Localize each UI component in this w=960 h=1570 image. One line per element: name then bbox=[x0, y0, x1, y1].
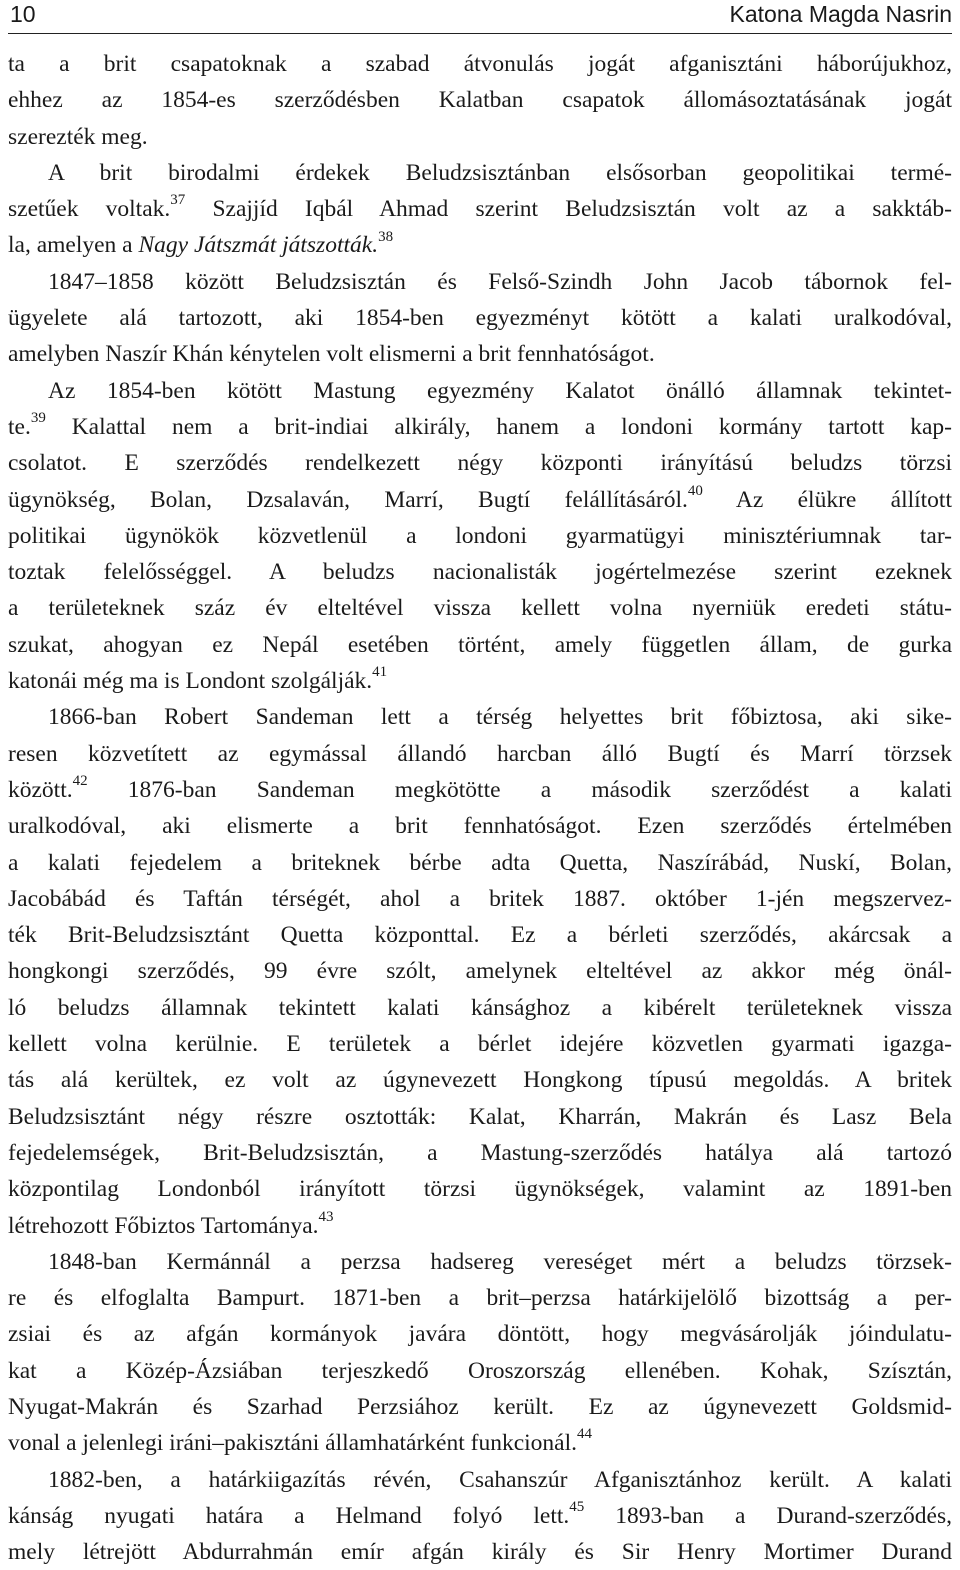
text-line: zsiai és az afgán kormányok javára döntött, hogy megvásárolják jóindulatu- bbox=[8, 1321, 952, 1348]
text-line: A brit birodalmi érdekek Beludzsisztánban elsősorban geopolitikai termé- bbox=[48, 159, 952, 186]
text-line: ügyelete alá tartozott, aki 1854-ben egyezményt kötött a kalati uralkodóval, bbox=[8, 305, 952, 332]
text-line: szukat, ahogyan ez Nepál esetében történt, amely független állam, de gurka bbox=[8, 631, 952, 658]
footnote-ref[interactable]: 39 bbox=[30, 410, 46, 427]
text-line: létrehozott Főbiztos Tartománya.$^{43}$ bbox=[8, 1208, 334, 1239]
text-line: szetűek voltak.$^{37}$ Szajjíd Iqbál Ahmad szerint Beludzsisztán volt az a sakktáb- bbox=[8, 192, 952, 223]
text-line: kat a Közép-Ázsiában terjeszkedő Oroszország ellenében. Kohak, Szísztán, bbox=[8, 1357, 952, 1384]
text-line: Jacobábád és Taftán térségét, ahol a britek 1887. október 1-jén megszervez- bbox=[8, 885, 952, 912]
text-line: a kalati fejedelem a briteknek bérbe adta Quetta, Naszírábád, Nuskí, Bolan, bbox=[8, 849, 952, 876]
text-line: ehhez az 1854-es szerződésben Kalatban csapatok állomásoztatásának jogát bbox=[8, 87, 952, 114]
footnote-ref[interactable]: 44 bbox=[577, 1426, 593, 1443]
text-line: tás alá kerültek, ez volt az úgynevezett Hongkong típusú megoldás. A britek bbox=[8, 1067, 952, 1094]
text-line: katonái még ma is Londont szolgálják.$^{41}$ bbox=[8, 664, 388, 695]
text-line: központilag Londonból irányított törzsi ügynökségek, valamint az 1891-ben bbox=[8, 1176, 952, 1203]
footnote-ref[interactable]: 45 bbox=[569, 1499, 585, 1516]
page-number: 10 bbox=[10, 1, 36, 27]
text-line: amelyben Naszír Khán kénytelen volt elismerni a brit fennhatóságot. bbox=[8, 341, 655, 368]
text-line: vonal a jelenlegi iráni–pakisztáni államhatárként funkcionál.$^{44}$ bbox=[8, 1426, 593, 1457]
text-line: 1866-ban Robert Sandeman lett a térség helyettes brit főbiztosa, aki sike- bbox=[48, 704, 952, 731]
text-line: uralkodóval, aki elismerte a brit fennhatóságot. Ezen szerződés értelmében bbox=[8, 813, 952, 840]
text-line: re és elfoglalta Bampurt. 1871-ben a brit–perzsa határkijelölő bizottság a per- bbox=[8, 1285, 952, 1312]
text-line: Beludzsisztánt négy részre osztották: Kalat, Kharrán, Makrán és Lasz Bela bbox=[8, 1103, 952, 1130]
text-line: ta a brit csapatoknak a szabad átvonulás jogát afganisztáni háborújukhoz, bbox=[8, 51, 952, 77]
footnote-ref[interactable]: 42 bbox=[72, 773, 88, 790]
footnote-ref[interactable]: 40 bbox=[687, 482, 703, 499]
text-line: toztak felelősséggel. A beludzs nacionalisták jogértelmezése szerint ezeknek bbox=[8, 559, 952, 586]
text-line: ügynökség, Bolan, Dzsalaván, Marrí, Bugtí felállításáról.$^{40}$ Az élükre állított bbox=[8, 482, 952, 513]
text-line: ték Brit-Beludzsisztánt Quetta központtal. Ez a bérleti szerződés, akárcsak a bbox=[8, 922, 952, 949]
footnote-ref[interactable]: 38 bbox=[378, 228, 394, 245]
text-line: Az 1854-ben kötött Mastung egyezmény Kalatot önálló államnak tekintet- bbox=[48, 377, 952, 404]
text-line: között.$^{42}$ 1876-ban Sandeman megkötötte a második szerződést a kalati bbox=[8, 773, 952, 803]
text-line: ló beludzs államnak tekintett kalati kánsághoz a kibérelt területeknek vissza bbox=[8, 994, 952, 1021]
footnote-ref[interactable]: 37 bbox=[170, 192, 186, 209]
running-header bbox=[8, 0, 952, 34]
text-line: hongkongi szerződés, 99 évre szólt, amelynek elteltével az akkor még önál- bbox=[8, 958, 952, 985]
body-text bbox=[8, 46, 952, 1570]
text-line: 1882-ben, a határkiigazítás révén, Csahanszúr Afganisztánhoz került. A kalati bbox=[48, 1466, 952, 1493]
text-line: kellett volna kerülnie. E területek a bérlet idejére közvetlen gyarmati igazga- bbox=[8, 1031, 952, 1058]
text-line: csolatot. E szerződés rendelkezett négy központi irányítású beludzs törzsi bbox=[8, 450, 952, 477]
text-line: te.$^{39}$ Kalattal nem a brit-indiai alkirály, hanem a londoni kormány tartott kap- bbox=[8, 410, 952, 440]
footnote-ref[interactable]: 43 bbox=[318, 1208, 334, 1225]
footnote-ref[interactable]: 41 bbox=[372, 664, 388, 681]
text-line: resen közvetített az egymással állandó harcban álló Bugtí és Marrí törzsek bbox=[8, 740, 952, 767]
running-head-author: Katona Magda Nasrin bbox=[729, 1, 952, 27]
text-line: Nyugat-Makrán és Szarhad Perzsiához került. Ez az úgynevezett Goldsmid- bbox=[8, 1393, 952, 1420]
text-line: mely létrejött Abdurrahmán emír afgán király és Sir Henry Mortimer Durand bbox=[8, 1539, 952, 1566]
text-line: 1848-ban Kermánnál a perzsa hadsereg vereséget mért a beludzs törzsek- bbox=[48, 1248, 952, 1275]
text-line: la, amelyen a Nagy Játszmát játszották.$^{38}$ bbox=[8, 228, 394, 259]
text-line: fejedelemségek, Brit-Beludzsisztán, a Mastung-szerződés hatálya alá tartozó bbox=[8, 1139, 952, 1166]
text-line: kánság nyugati határa a Helmand folyó lett.$^{45}$ 1893-ban a Durand-szerződés, bbox=[8, 1499, 952, 1529]
text-line: politikai ügynökök közvetlenül a londoni gyarmatügyi minisztériumnak tar- bbox=[8, 522, 952, 549]
text-line: a területeknek száz év elteltével vissza kellett volna nyerniük eredeti státu- bbox=[8, 595, 952, 622]
text-line: szerezték meg. bbox=[8, 123, 148, 150]
text-line: 1847–1858 között Beludzsisztán és Felső-Szindh John Jacob tábornok fel- bbox=[48, 268, 952, 295]
